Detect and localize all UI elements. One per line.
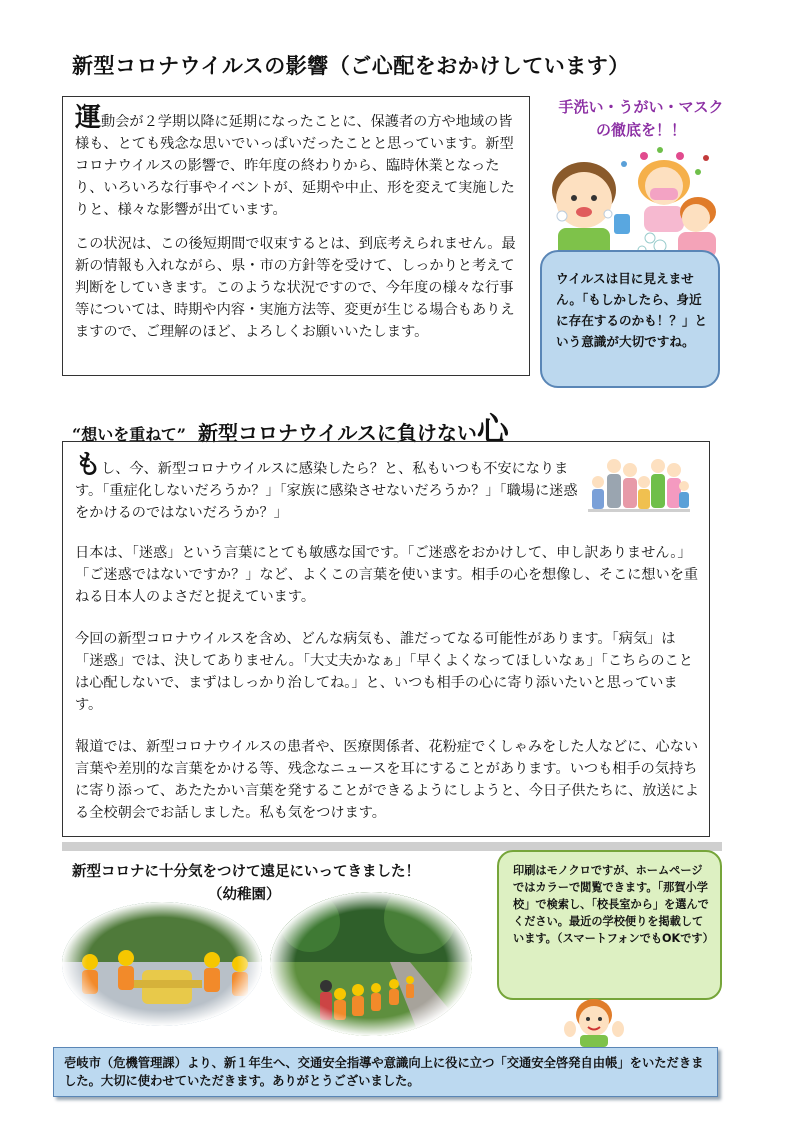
trip-subtitle: （幼稚園） bbox=[208, 887, 281, 903]
virus-awareness-text: ウイルスは目に見えません。「もしかしたら、身近に存在するのかも！？」という意識が大切ですね。 bbox=[556, 271, 708, 349]
dropcap: も bbox=[75, 450, 102, 480]
section2-paragraph3: 今回の新型コロナウイルスを含め、どんな病気も、誰だってなる可能性があります。「病気」は「迷惑」では、決してありません。「大丈夫かなぁ」「早くよくなってほしいなぁ」「こちらのことは心配しないで、まずはしっかり治してね。」と、いつも相手の心に寄り添いたいと思っています。 bbox=[75, 631, 693, 713]
section2-paragraph2: 日本は、「迷惑」という言葉にとても敏感な国です。「ご迷惑をおかけして、申し訳ありません。」「ご迷惑ではないですか？」など、よくこの言葉を使います。相手の心を想像し、そこに想いを重ねる日本人のよさだと捉えています。 bbox=[75, 545, 699, 605]
dropcap: 運 bbox=[75, 103, 102, 133]
section2-paragraph4: 報道では、新型コロナウイルスの患者や、医療関係者、花粉症でくしゃみをした人などに、心ない言葉や差別的な言葉をかける等、残念なニュースを耳にすることがあります。いつも相手の気持ちに寄り添って、あたたかい言葉を発することができるようにしようと、今日子供たちに、放送による全校朝会でお話しました。私も気をつけます。 bbox=[75, 739, 699, 821]
handwashing-kids-illustration bbox=[528, 142, 736, 262]
trip-title: 新型コロナに十分気をつけて遠足にいってきました！ bbox=[72, 864, 420, 880]
handwash-heading bbox=[548, 96, 734, 142]
section1-paragraph1 bbox=[75, 103, 521, 221]
waving-boy-illustration bbox=[562, 995, 626, 1047]
handwash-heading-line1: 手洗い・うがい・マスク bbox=[558, 98, 724, 116]
virus-awareness-bubble bbox=[540, 250, 720, 388]
section2-paragraph1 bbox=[75, 450, 583, 524]
section2-title-kokoro: 心 bbox=[476, 410, 509, 448]
handwash-heading-line2: の徹底を！！ bbox=[595, 121, 686, 139]
color-version-note bbox=[497, 850, 722, 1000]
color-version-note-text: 印刷はモノクロですが、ホームページではカラーで閲覧できます。「那賀小学校」で検索し、「校長室から」を選んでください。最近の学校便りを掲載しています。（スマートフォンでもOKです） bbox=[513, 864, 714, 945]
paragraph-text: 動会が２学期以降に延期になったことに、保護者の方や地域の皆様も、とても残念な思いでいっぱいだったことと思っています。新型コロナウイルスの影響で、昨年度の終わりから、臨時休業となったり、いろいろな行事やイベントが、延期や中止、形を変えて実施したりと、様々な影響が出ています。 bbox=[75, 114, 515, 218]
section2-title-quote: “想いを重ねて” bbox=[72, 425, 187, 444]
thanks-notice bbox=[53, 1047, 718, 1097]
section1-title: 新型コロナウイルスの影響（ご心配をおかけしています） bbox=[72, 54, 630, 78]
family-illustration bbox=[588, 452, 690, 520]
section2-title-main: 新型コロナウイルスに負けない bbox=[198, 421, 477, 445]
trip-photo-walking bbox=[270, 892, 472, 1037]
section1-box bbox=[62, 96, 530, 376]
thanks-notice-text: 壱岐市（危機管理課）より、新１年生へ、交通安全指導や意識向上に役に立つ「交通安全啓発自由帳」をいただきました。大切に使わせていただきます。ありがとうございました。 bbox=[64, 1056, 704, 1088]
trip-photo-playground bbox=[62, 902, 262, 1027]
paragraph-text: し、今、新型コロナウイルスに感染したら？と、私もいつも不安になります。「重症化しないだろうか？」「家族に感染させないだろうか？」「職場に迷惑をかけるのではないだろうか？」 bbox=[75, 461, 578, 521]
section1-paragraph2: この状況は、この後短期間で収束するとは、到底考えられません。最新の情報も入れながら、県・市の方針等を受けて、しっかりと考えて判断をしていきます。このような状況ですので、今年度の様々な行事等については、時期や内容・実施方法等、変更が生じる場合もありえますので、ご理解のほど、よろしくお願いいたします。 bbox=[75, 236, 516, 340]
